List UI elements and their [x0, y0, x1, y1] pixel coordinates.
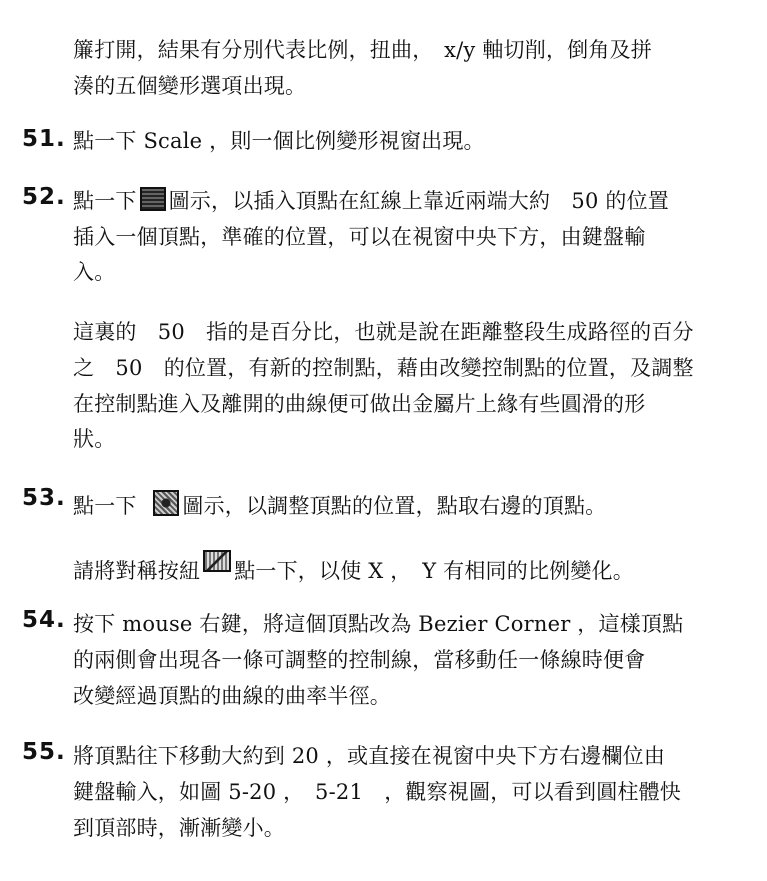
step-52-text-after-icon: 圖示，以插入頂點在紅線上靠近兩端大約 50 的位置: [168, 189, 670, 213]
step-51-number: 51.: [22, 126, 66, 152]
symmetry-button-icon: [203, 550, 231, 572]
step-53-note-after-icon: 點一下，以使 X ， Y 有相同的比例變化。: [234, 559, 634, 583]
step-55-number: 55.: [22, 739, 66, 765]
step-54-line-1: 按下 mouse 右鍵，將這個頂點改為 Bezier Corner ，這樣頂點: [73, 612, 684, 636]
step-52-line-1: [73, 187, 669, 215]
step-51-line-1: 點一下 Scale ，則一個比例變形視窗出現。: [73, 129, 485, 153]
step-54-line-3: 改變經過頂點的曲線的曲率半徑。: [73, 684, 391, 708]
insert-vertex-icon: [140, 187, 166, 211]
step-53-note-before-icon: 請將對稱按紐: [73, 559, 201, 583]
step-53-text-before-icon: 點一下: [73, 494, 137, 518]
step-54-number: 54.: [22, 607, 66, 633]
step-52-text-before-icon: 點一下: [73, 189, 137, 213]
step-55-line-3: 到頂部時，漸漸變小。: [73, 816, 285, 840]
step-52-note-line-1: 這裏的 50 指的是百分比，也就是說在距離整段生成路徑的百分: [73, 320, 694, 344]
step-54-line-2: 的兩側會出現各一條可調整的控制線，當移動任一條線時便會: [73, 648, 646, 672]
step-53-number: 53.: [22, 485, 66, 511]
step-55-line-2: 鍵盤輸入，如圖 5-20 ， 5-21 ，觀察視圖，可以看到圓柱體快: [73, 780, 682, 804]
step-52-number: 52.: [22, 184, 66, 210]
intro-line-2: 湊的五個變形選項出現。: [73, 74, 307, 98]
step-53-text-after-icon: 圖示，以調整頂點的位置，點取右邊的頂點。: [182, 494, 607, 518]
step-52-note-line-4: 狀。: [73, 427, 116, 451]
move-vertex-icon: [153, 490, 179, 516]
intro-line-1: 簾打開，結果有分別代表比例，扭曲， x/y 軸切削，倒角及拼: [73, 38, 652, 62]
step-55-line-1: 將頂點往下移動大約到 20 ，或直接在視窗中央下方右邊欄位由: [73, 744, 666, 768]
step-52-note-line-2: 之 50 的位置，有新的控制點，藉由改變控制點的位置，及調整: [73, 356, 694, 380]
step-52-line-2: 插入一個頂點，準確的位置，可以在視窗中央下方，由鍵盤輸: [73, 225, 646, 249]
step-52-note-line-3: 在控制點進入及離開的曲線便可做出金屬片上緣有些圓滑的形: [73, 392, 646, 416]
step-53-note-line: [73, 550, 634, 585]
step-53-line-1: [73, 490, 606, 520]
step-52-line-3: 入。: [73, 260, 116, 284]
